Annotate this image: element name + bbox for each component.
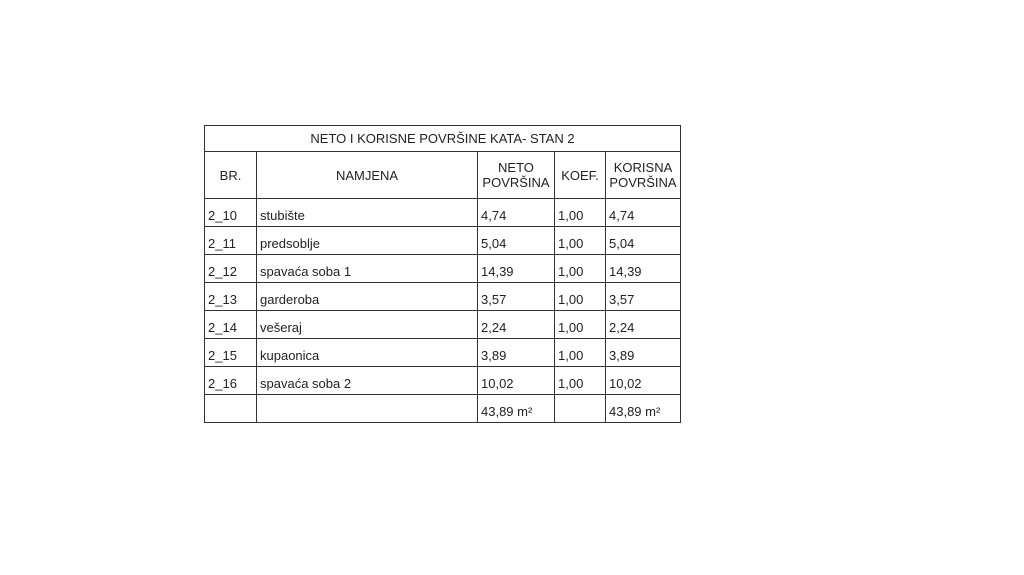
- cell-br: 2_11: [205, 227, 257, 255]
- cell-namjena: garderoba: [257, 283, 478, 311]
- area-table: [204, 125, 681, 423]
- header-korisna-line1: KORISNA: [613, 160, 673, 175]
- header-row: [205, 152, 681, 199]
- total-empty-br: [205, 395, 257, 423]
- cell-neto: 10,02: [478, 367, 555, 395]
- header-korisna-line2: POVRŠINA: [609, 175, 677, 190]
- cell-korisna: 10,02: [606, 367, 681, 395]
- cell-namjena: kupaonica: [257, 339, 478, 367]
- cell-korisna: 5,04: [606, 227, 681, 255]
- cell-br: 2_14: [205, 311, 257, 339]
- total-empty-koef: [555, 395, 606, 423]
- header-neto-line2: POVRŠINA: [482, 175, 550, 190]
- table-row: [205, 339, 681, 367]
- cell-koef: 1,00: [555, 311, 606, 339]
- cell-neto: 2,24: [478, 311, 555, 339]
- cell-br: 2_13: [205, 283, 257, 311]
- header-korisna: [606, 152, 681, 199]
- cell-korisna: 2,24: [606, 311, 681, 339]
- cell-neto: 5,04: [478, 227, 555, 255]
- total-neto: 43,89 m²: [478, 395, 555, 423]
- cell-br: 2_12: [205, 255, 257, 283]
- cell-neto: 3,89: [478, 339, 555, 367]
- cell-br: 2_15: [205, 339, 257, 367]
- cell-neto: 3,57: [478, 283, 555, 311]
- cell-br: 2_16: [205, 367, 257, 395]
- cell-namjena: spavaća soba 2: [257, 367, 478, 395]
- table-row: [205, 283, 681, 311]
- cell-koef: 1,00: [555, 255, 606, 283]
- table-row: [205, 199, 681, 227]
- cell-koef: 1,00: [555, 283, 606, 311]
- total-korisna: 43,89 m²: [606, 395, 681, 423]
- table-body: [205, 199, 681, 423]
- total-empty-namjena: [257, 395, 478, 423]
- cell-namjena: predsoblje: [257, 227, 478, 255]
- cell-koef: 1,00: [555, 367, 606, 395]
- cell-koef: 1,00: [555, 199, 606, 227]
- cell-koef: 1,00: [555, 339, 606, 367]
- cell-neto: 4,74: [478, 199, 555, 227]
- header-neto-line1: NETO: [498, 160, 534, 175]
- cell-korisna: 14,39: [606, 255, 681, 283]
- cell-namjena: stubište: [257, 199, 478, 227]
- header-neto: [478, 152, 555, 199]
- cell-namjena: spavaća soba 1: [257, 255, 478, 283]
- cell-korisna: 4,74: [606, 199, 681, 227]
- table-row: [205, 255, 681, 283]
- cell-neto: 14,39: [478, 255, 555, 283]
- table-row: [205, 311, 681, 339]
- table-title: NETO I KORISNE POVRŠINE KATA- STAN 2: [205, 126, 681, 152]
- cell-koef: 1,00: [555, 227, 606, 255]
- cell-korisna: 3,89: [606, 339, 681, 367]
- table-row: [205, 367, 681, 395]
- cell-namjena: vešeraj: [257, 311, 478, 339]
- cell-br: 2_10: [205, 199, 257, 227]
- header-namjena: NAMJENA: [257, 152, 478, 199]
- cell-korisna: 3,57: [606, 283, 681, 311]
- title-row: [205, 126, 681, 152]
- header-koef: KOEF.: [555, 152, 606, 199]
- table-row: [205, 227, 681, 255]
- header-br: BR.: [205, 152, 257, 199]
- totals-row: [205, 395, 681, 423]
